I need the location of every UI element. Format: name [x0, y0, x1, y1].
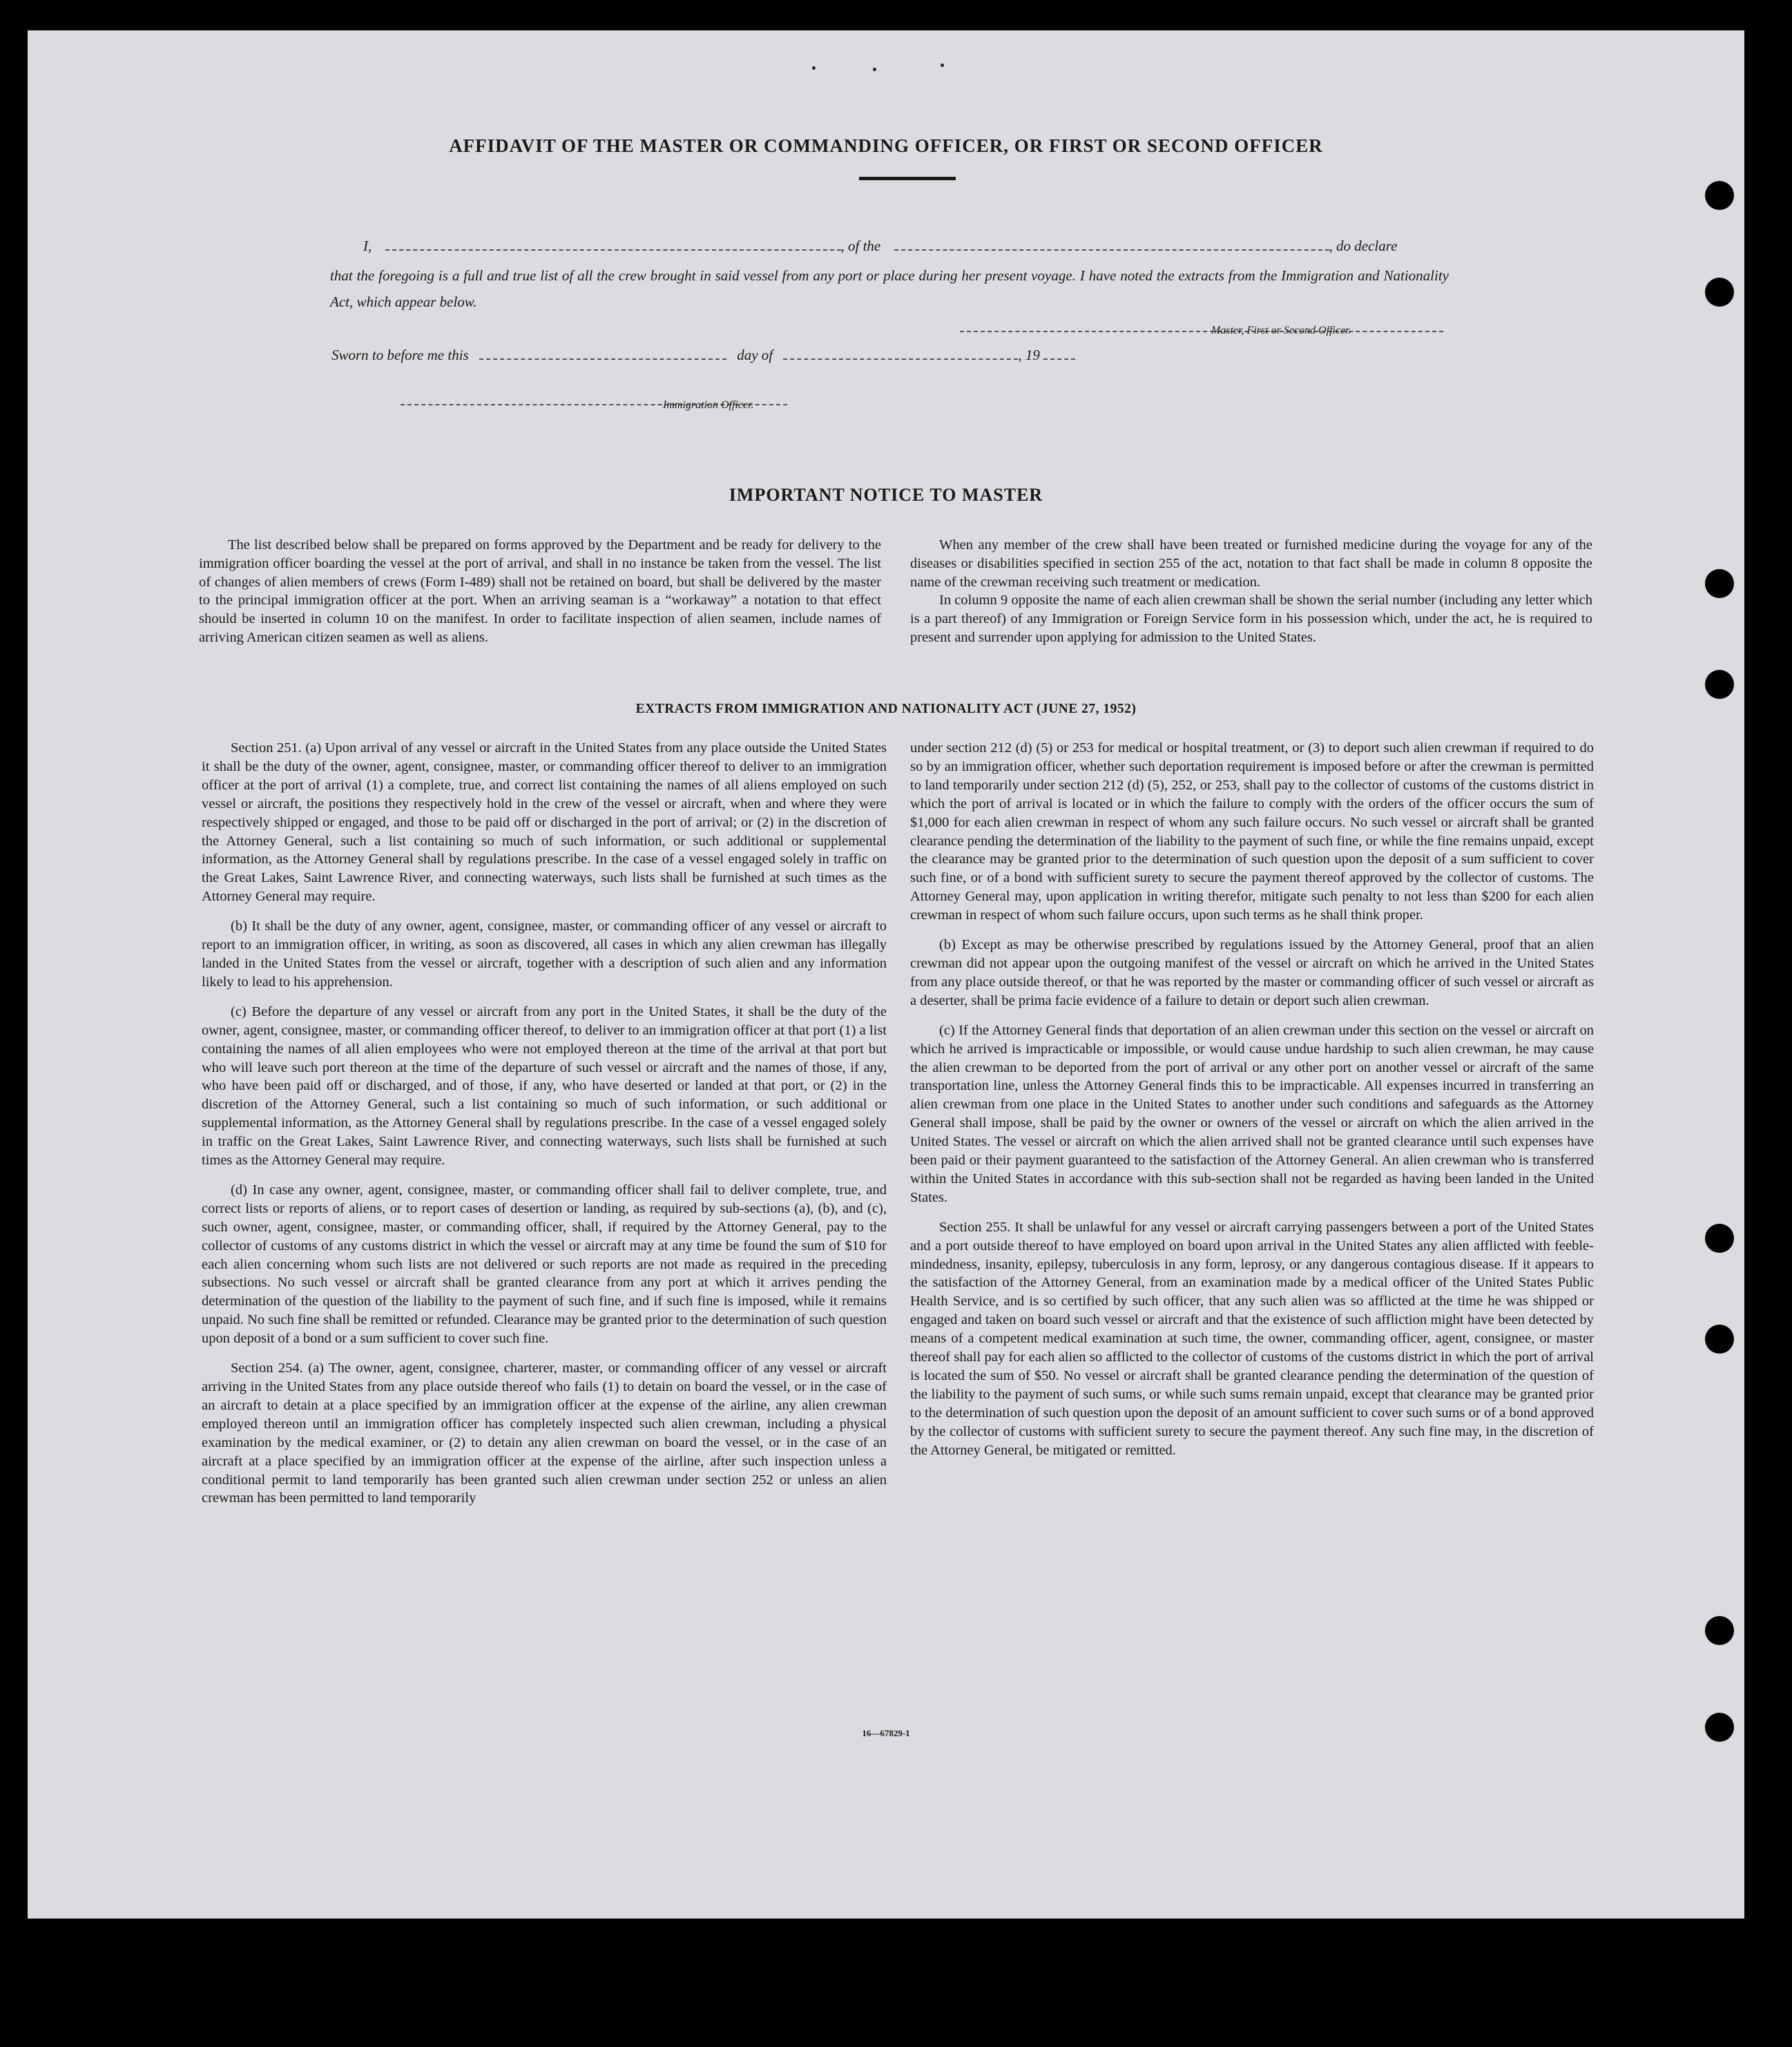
extract-paragraph: (b) Except as may be otherwise prescribed by regulations issued by the Attorney General, proof that an alien crewman did not appear upon the outgoing manifest of the vessel or aircraft on which he arrived in the United States from any place outside thereof, or that he was reported by the master or commanding officer of such vessel or aircraft as a deserter, shall be prima facie evidence of a failure to detain or deport such alien crewman.	[910, 937, 1594, 1008]
extract-paragraph: Section 251. (a) Upon arrival of any vessel or aircraft in the United States from any place outside the United States it shall be the duty of the owner, agent, consignee, master, or commanding officer thereof to deliver to an immigration officer at the port of arrival (1) a complete, true, and correct list containing the names of all aliens employed on such vessel or aircraft, the positions they respectively hold in the crew of the vessel or aircraft, when and where they were respectively shipped or engaged, and those to be paid off or discharged in the port of arrival; or (2) in the discretion of the Attorney General, such a list containing so much of such information, or such additional or supplemental information, as the Attorney General shall by regulations prescribe. In the case of a vessel engaged solely in traffic on the Great Lakes, Saint Lawrence River, and connecting waterways, such lists shall be furnished at such times as the Attorney General may require.	[202, 740, 887, 905]
sworn-year-field[interactable]	[1043, 349, 1075, 360]
title-underline	[859, 177, 956, 180]
do-declare-label: , do declare	[1329, 238, 1398, 254]
scan-speck	[812, 66, 816, 70]
extract-paragraph: Section 255. It shall be unlawful for any vessel or aircraft carrying passengers between a port of the United States and a port outside thereof to have employed on board upon arrival in the United States any alien afflicted with feeble-mindedness, insanity, epilepsy, tuberculosis in any form, leprosy, or any dangerous contagious disease. If it appears to the satisfaction of the Attorney General, from an examination made by a medical officer of the United States Public Health Service, and is so certified by such officer, that any such alien was so afflicted at the time he was shipped or engaged and taken on board such vessel or aircraft and that the existence of such affliction might have been detected by means of a competent medical examination at such time, the owner, commanding officer, agent, consignee, or master thereof shall pay for each alien so afflicted to the collector of customs of the customs district in which the port of arrival is located the sum of $50. No vessel or aircraft shall be granted clearance pending the determination of the question of the liability to the payment of such sums, or while such sums remain unpaid, except that clearance may be granted prior to the determination of such question upon the deposit of an amount sufficient to cover such sums or of a bond approved by the collector of customs with sufficient surety to secure the payment thereof. Any such fine may, in the discretion of the Attorney General, be mitigated or remitted.	[910, 1219, 1594, 1458]
notice-paragraph: When any member of the crew shall have been treated or furnished medicine during the voyage for any of the diseases or disabilities specified in section 255 of the act, notation to that fact shall be made in column 8 opposite the name of the crewman receiving such treatment or medication.	[910, 537, 1592, 590]
extract-paragraph: (c) Before the departure of any vessel or aircraft from any port in the United States, it shall be the duty of the owner, agent, consignee, master, or commanding officer thereof, to deliver to an immigration officer at that port (1) a list containing the names of all alien employees who were not employed thereon at the time of the arrival at that port but who will leave such port thereon at the time of the departure of such vessel or aircraft and the names of those, if any, who have been paid off or discharged, and of those, if any, who have deserted or landed at that port, or (2) in the discretion of the Attorney General, such a list containing so much of such information, or such additional or supplemental information, as the Attorney General shall by regulations prescribe. In the case of a vessel engaged solely in traffic on the Great Lakes, Saint Lawrence River, and connecting waterways, such lists shall be furnished at such times as the Attorney General may require.	[202, 1003, 887, 1169]
of-the-label: , of the	[840, 238, 881, 254]
punch-hole	[1705, 181, 1734, 210]
extracts-right-column	[910, 739, 1594, 1471]
sworn-line	[331, 347, 1075, 364]
sworn-label: Sworn to before me this	[331, 347, 469, 363]
declaration-statement: that the foregoing is a full and true list of all the crew brought in said vessel from any port or place during her present voyage. I have noted the extracts from the Immigration and Nationality Act, which appear below.	[330, 267, 1449, 310]
punch-hole	[1705, 569, 1734, 598]
notice-right-column	[910, 536, 1592, 658]
extract-paragraph: (b) It shall be the duty of any owner, agent, consignee, master, or commanding officer of any vessel or aircraft to report to an immigration officer, in writing, as soon as discovered, all cases in which any alien crewman has illegally landed in the United States from the vessel or aircraft, together with a description of such alien and any information likely to lead to his apprehension.	[202, 919, 887, 990]
notice-left-column	[199, 536, 881, 658]
scan-speck	[873, 68, 876, 71]
punch-hole	[1705, 278, 1734, 307]
scan-speck	[941, 64, 944, 67]
extract-paragraph: (d) In case any owner, agent, consignee, master, or commanding officer shall fail to deliver complete, true, and correct lists or reports of aliens, or to report cases of desertion or landing, as required by sub-sections (a), (b), and (c), such owner, agent, consignee, master, or commanding officer, shall, if required by the Attorney General, pay to the collector of customs of any customs district in which the vessel or aircraft may at any time be found the sum of $10 for each alien concerning whom such lists are not delivered or such reports are not made as required in the preceding subsections. No such vessel or aircraft shall be granted clearance from any port at which it arrives pending the determination of the question of the liability to the payment of such fine, and if such fine is imposed, while it remains unpaid. No such fine shall be remitted or refunded. Clearance may be granted prior to the determination of such question upon deposit of a bond or a sum sufficient to cover such fine.	[202, 1182, 887, 1347]
punch-hole	[1705, 1325, 1734, 1354]
document-page	[28, 30, 1744, 1919]
year-label: , 19	[1018, 347, 1040, 363]
punch-hole	[1705, 1616, 1734, 1645]
declaration-line	[363, 238, 1397, 255]
i-label: I,	[363, 238, 372, 254]
name-field[interactable]	[385, 240, 841, 251]
officer-caption: Immigration Officer.	[663, 399, 754, 411]
form-number: 16—67829-1	[862, 1728, 910, 1738]
extracts-left-column	[202, 739, 887, 1519]
vessel-field[interactable]	[894, 240, 1329, 251]
extract-paragraph: under section 212 (d) (5) or 253 for medical or hospital treatment, or (3) to deport such alien crewman if required to do so by an immigration officer, whether such deportation requirement is imposed before or after the crewman is permitted to land temporarily under section 212 (d) (5), 252, or 253, shall pay to the collector of customs of the customs district in which the port of arrival is located or in which the failure to comply with the orders of the officer occurs the sum of $1,000 for each alien crewman in respect of whom any such failure occurs. No such vessel or aircraft shall be granted clearance pending the determination of the liability to the payment of such fine, or while the fine remains unpaid, except the clearance may be granted prior to the determination of such question upon the deposit of a sum sufficient to cover such fine, or of a bond with sufficient surety to secure the payment thereof approved by the collector of customs. The Attorney General may, upon application in writing therefor, mitigate such penalty to not less than $200 for each alien crewman in respect of whom such failure occurs, upon such terms as he shall think proper.	[910, 740, 1594, 923]
master-signature-line[interactable]	[960, 319, 1443, 336]
extract-paragraph: Section 254. (a) The owner, agent, consignee, charterer, master, or commanding officer of any vessel or aircraft arriving in the United States from any place outside thereof who fails (1) to detain on board the vessel, or in the case of an aircraft to detain at a place specified by an immigration officer at the expense of the airline, any alien crewman employed thereon until an immigration officer has completely inspected such alien crewman, including a physical examination by the medical examiner, or (2) to detain any alien crewman on board the vessel, or in the case of an aircraft at a place specified by an immigration officer at the expense of the airline, after such inspection unless a conditional permit to land temporarily has been granted such alien crewman under section 252 or unless an alien crewman has been permitted to land temporarily	[202, 1361, 887, 1506]
master-caption: Master, First or Second Officer.	[1211, 325, 1351, 336]
extracts-heading: EXTRACTS FROM IMMIGRATION AND NATIONALITY ACT (JUNE 27, 1952)	[635, 702, 1137, 716]
sworn-month-field[interactable]	[783, 349, 1018, 360]
notice-paragraph: The list described below shall be prepared on forms approved by the Department and be ready for delivery to the immigration officer boarding the vessel at the port of arrival, and shall in no instance be taken from the vessel. The list of changes of alien members of crews (Form I-489) shall not be retained on board, but shall be delivered by the master to the principal immigration officer at the port. When an arriving seaman is a “workaway” a notation to that effect should be inserted in column 10 on the manifest. In order to facilitate inspection of alien seamen, include names of arriving American citizen seamen as well as aliens.	[199, 537, 881, 645]
extract-paragraph: (c) If the Attorney General finds that deportation of an alien crewman under this section on the vessel or aircraft on which he arrived is impracticable or impossible, or would cause undue hardship to such alien crewman, he may cause the alien crewman to be deported from the port of arrival or any other port on another vessel or aircraft of the same transportation line, unless the Attorney General finds this to be impracticable. All expenses incurred in transferring an alien crewman from one place in the United States to another under such conditions and safeguards as the Attorney General shall impose, shall be paid by the owner or owners of the vessel or aircraft on which the alien arrived in the United States. The vessel or aircraft on which the alien arrived shall not be granted clearance until such expenses have been paid or their payment guaranteed to the satisfaction of the Attorney General. An alien crewman who is transferred within the United States in accordance with this sub-section shall not be regarded as having been landed in the United States.	[910, 1022, 1594, 1205]
day-of-label: day of	[737, 347, 773, 363]
notice-heading: IMPORTANT NOTICE TO MASTER	[729, 485, 1043, 505]
affidavit-title: AFFIDAVIT OF THE MASTER OR COMMANDING OFFICER, OR FIRST OR SECOND OFFICER	[449, 135, 1323, 156]
punch-hole	[1705, 1224, 1734, 1253]
punch-hole	[1705, 670, 1734, 699]
notice-paragraph: In column 9 opposite the name of each alien crewman shall be shown the serial number (including any letter which is a part thereof) of any Immigration or Foreign Service form in his possession which, under the act, he is required to present and surrender upon applying for admission to the United States.	[910, 593, 1592, 645]
sworn-day-field[interactable]	[479, 349, 726, 360]
